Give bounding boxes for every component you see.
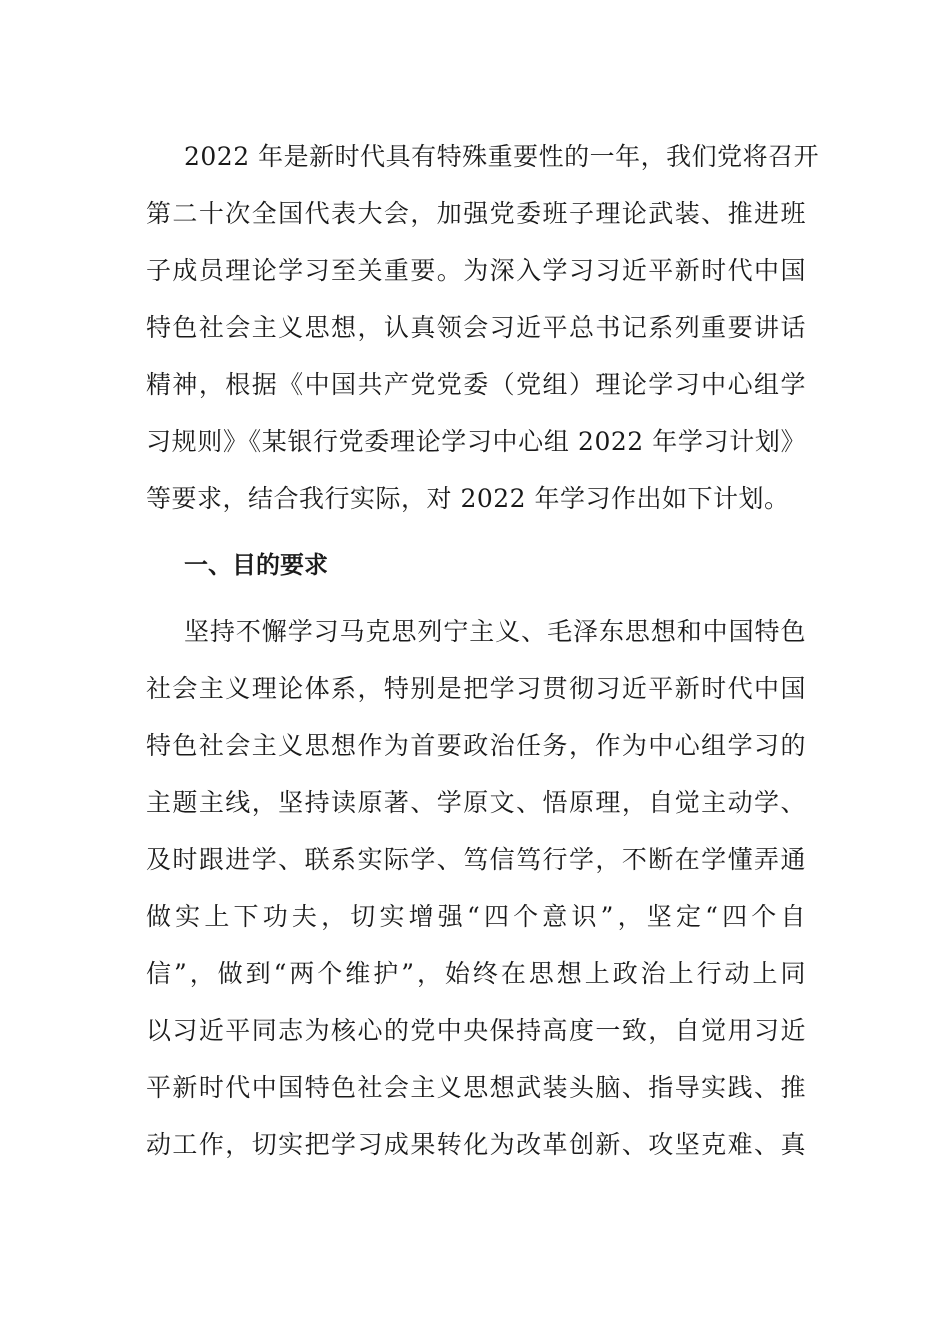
document-body [146,128,820,1173]
section-line-4: 主题主线，坚持读原著、学原文、悟原理，自觉主动学、 [146,788,806,817]
section-line-3: 特色社会主义思想作为首要政治任务，作为中心组学习的 [146,731,806,760]
intro-line-4: 特色社会主义思想，认真领会习近平总书记系列重要讲话 [146,313,806,342]
section-line-5: 及时跟进学、联系实际学、笃信笃行学，不断在学懂弄通 [146,845,806,874]
intro-line-7: 等要求，结合我行实际，对 2022 年学习作出如下计划。 [146,484,790,513]
section-line-6: 做实上下功夫，切实增强“四个意识”，坚定“四个自 [146,902,806,931]
intro-line-6: 习规则》《某银行党委理论学习中心组 2022 年学习计划》 [146,427,806,456]
section-line-1: 坚持不懈学习马克思列宁主义、毛泽东思想和中国特色 [184,617,806,646]
intro-line-1: 2022 年是新时代具有特殊重要性的一年，我们党将召开 [184,142,820,171]
section-line-9: 平新时代中国特色社会主义思想武装头脑、指导实践、推 [146,1073,806,1102]
section-line-7: 信”，做到“两个维护”，始终在思想上政治上行动上同 [146,959,806,988]
intro-line-5: 精神，根据《中国共产党党委（党组）理论学习中心组学 [146,370,806,399]
section-line-8: 以习近平同志为核心的党中央保持高度一致，自觉用习近 [146,1016,806,1045]
section-line-2: 社会主义理论体系，特别是把学习贯彻习近平新时代中国 [146,674,806,703]
section-heading: 一、目的要求 [184,551,328,579]
intro-line-3: 子成员理论学习至关重要。为深入学习习近平新时代中国 [146,256,806,285]
intro-line-2: 第二十次全国代表大会，加强党委班子理论武装、推进班 [146,199,806,228]
section-line-10: 动工作，切实把学习成果转化为改革创新、攻坚克难、真 [146,1130,806,1159]
